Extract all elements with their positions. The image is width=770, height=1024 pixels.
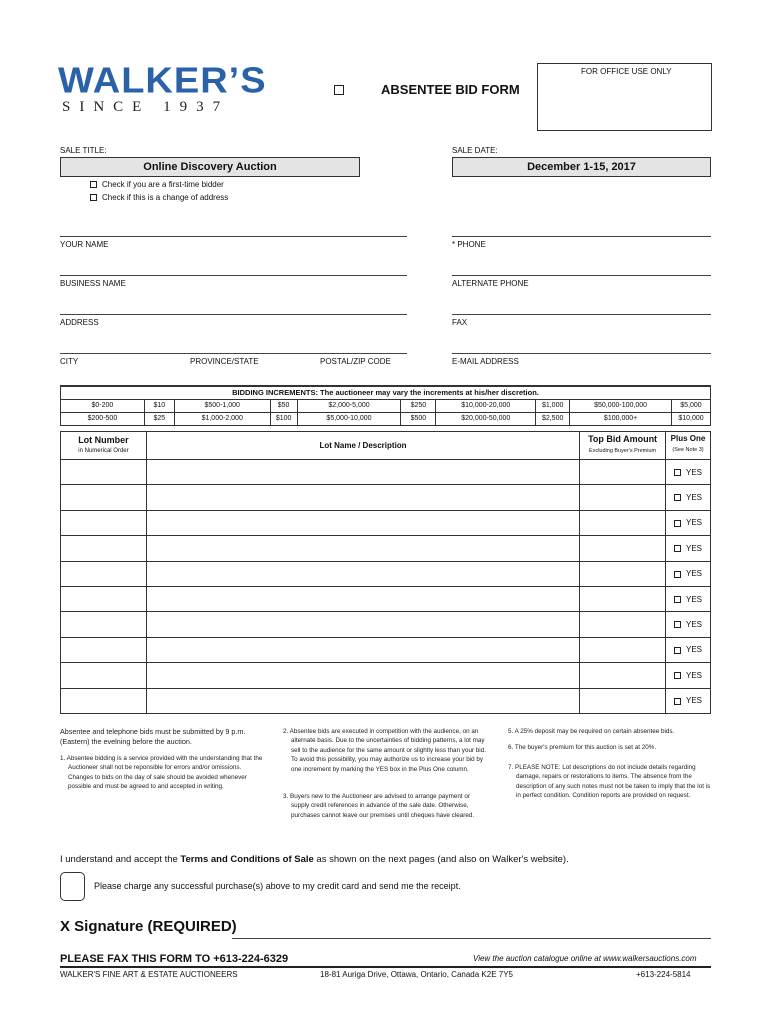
- plus-one-header: [666, 432, 711, 460]
- yes-label: YES: [686, 518, 703, 528]
- description-cell[interactable]: [146, 485, 579, 510]
- phone-line[interactable]: [452, 236, 711, 237]
- lot-row: [61, 536, 711, 561]
- plus-one-title: Plus One: [670, 434, 706, 443]
- bid-cell[interactable]: [580, 688, 666, 713]
- lot-number-cell[interactable]: [61, 663, 147, 688]
- lot-number-header: [61, 432, 147, 460]
- increments-row: [61, 399, 711, 412]
- description-cell[interactable]: [146, 612, 579, 637]
- checkbox-icon[interactable]: [90, 194, 97, 201]
- lot-number-cell[interactable]: [61, 637, 147, 662]
- note-1: 1. Absentee bidding is a service provided with the understanding that the Auctioneer shall not be reponsible for errors and/or omissions. Changes to bids on the day of sale should be avoided whenever possible and must be agreed to and accepted in writing.: [60, 755, 263, 791]
- checkbox-icon[interactable]: [674, 571, 681, 578]
- business-name-label: BUSINESS NAME: [60, 279, 126, 288]
- sale-title-value: Online Discovery Auction: [60, 157, 360, 177]
- inc-cell: $1,000: [536, 399, 570, 412]
- address-label: ADDRESS: [60, 318, 99, 327]
- bid-cell[interactable]: [580, 586, 666, 611]
- plus-one-cell[interactable]: [666, 485, 711, 510]
- checkbox-icon[interactable]: [674, 469, 681, 476]
- your-name-line[interactable]: [60, 236, 407, 237]
- note-6: 6. The buyer's premium for this auction is set at 20%.: [508, 744, 657, 751]
- checkbox-icon[interactable]: [674, 596, 681, 603]
- inc-cell: $1,000-2,000: [174, 412, 270, 425]
- lot-number-sub: in Numerical Order: [78, 448, 129, 454]
- first-time-label: Check if you are a first-time bidder: [102, 180, 224, 189]
- bid-sub: Excluding Buyer's Premium: [589, 448, 657, 454]
- plus-one-cell[interactable]: [666, 536, 711, 561]
- note-7: 7. PLEASE NOTE: Lot descriptions do not include details regarding damage, repairs or restorations to items. The absence from the description of any such notes must not be taken to imply that the lot is in perfect condition. Condition reports are provided on request.: [508, 764, 711, 800]
- inc-cell: $10,000: [671, 412, 710, 425]
- bid-cell[interactable]: [580, 612, 666, 637]
- terms-link[interactable]: Terms and Conditions of Sale: [180, 854, 314, 865]
- company-name: WALKER'S FINE ART & ESTATE AUCTIONEERS: [60, 970, 238, 979]
- plus-one-cell[interactable]: [666, 612, 711, 637]
- city-line[interactable]: [60, 353, 407, 354]
- lot-row: [61, 663, 711, 688]
- description-cell[interactable]: [146, 688, 579, 713]
- footer-rule: [60, 966, 711, 968]
- your-name-label: YOUR NAME: [60, 240, 109, 249]
- inc-cell: $20,000-50,000: [436, 412, 536, 425]
- bid-title: Top Bid Amount: [588, 434, 658, 444]
- lot-number-cell[interactable]: [61, 688, 147, 713]
- plus-one-sub: (See Note 3): [672, 447, 704, 453]
- bid-cell[interactable]: [580, 510, 666, 535]
- email-label: E-MAIL ADDRESS: [452, 357, 519, 366]
- note-2: 2. Absentee bids are executed in competition with the audience, on an alternate basis. Due to the uncertainties of bidding patterns, a lot may sell to the audience for the same amount or slightly less than your bid. To avoid this possibility, you may authorize us to increase your bid by one increment by marking the YES box in the Plus One column.: [283, 728, 486, 773]
- terms-prefix: I understand and accept the: [60, 854, 181, 865]
- address-change-label: Check if this is a change of address: [102, 193, 229, 202]
- lot-number-cell[interactable]: [61, 510, 147, 535]
- checkbox-icon[interactable]: [674, 698, 681, 705]
- lot-number-cell[interactable]: [61, 561, 147, 586]
- checkbox-icon[interactable]: [674, 672, 681, 679]
- logo-since: SINCE 1937: [62, 99, 230, 115]
- checkbox-icon[interactable]: [90, 181, 97, 188]
- fax-label: FAX: [452, 318, 468, 327]
- alternate-phone-line[interactable]: [452, 275, 711, 276]
- lots-table: [60, 431, 711, 714]
- lot-number-cell[interactable]: [61, 586, 147, 611]
- checkbox-icon[interactable]: [674, 545, 681, 552]
- inc-cell: $500-1,000: [174, 399, 270, 412]
- address-line[interactable]: [60, 314, 407, 315]
- bid-cell[interactable]: [580, 460, 666, 485]
- description-cell[interactable]: [146, 536, 579, 561]
- description-cell[interactable]: [146, 561, 579, 586]
- first-time-check[interactable]: [90, 180, 224, 189]
- inc-cell: $50: [270, 399, 297, 412]
- plus-one-cell[interactable]: [666, 663, 711, 688]
- alternate-phone-label: ALTERNATE PHONE: [452, 279, 529, 288]
- inc-cell: $2,000-5,000: [297, 399, 401, 412]
- lots-header-row: [61, 432, 711, 460]
- address-change-check[interactable]: [90, 193, 228, 202]
- yes-label: YES: [686, 594, 703, 604]
- credit-card-checkbox[interactable]: [60, 872, 85, 901]
- plus-one-cell[interactable]: [666, 586, 711, 611]
- company-address: 18-81 Auriga Drive, Ottawa, Ontario, Canada K2E 7Y5: [320, 970, 513, 979]
- inc-cell: $100,000+: [570, 412, 672, 425]
- bid-cell[interactable]: [580, 663, 666, 688]
- checkbox-icon[interactable]: [674, 494, 681, 501]
- lot-number-cell[interactable]: [61, 460, 147, 485]
- inc-cell: $500: [401, 412, 436, 425]
- description-cell[interactable]: [146, 637, 579, 662]
- email-line[interactable]: [452, 353, 711, 354]
- inc-cell: $5,000-10,000: [297, 412, 401, 425]
- inc-cell: $100: [270, 412, 297, 425]
- bid-cell[interactable]: [580, 637, 666, 662]
- catalogue-link[interactable]: View the auction catalogue online at www.walkersauctions.com: [473, 954, 697, 963]
- yes-label: YES: [686, 467, 703, 477]
- inc-cell: $2,500: [536, 412, 570, 425]
- inc-cell: $0-200: [61, 399, 145, 412]
- note-5: 5. A 25% deposit may be required on certain absentee bids.: [508, 728, 675, 735]
- charge-text: Please charge any successful purchase(s) above to my credit card and send me the receipt.: [94, 881, 461, 891]
- plus-one-cell[interactable]: [666, 561, 711, 586]
- bid-cell[interactable]: [580, 561, 666, 586]
- increments-header: BIDDING INCREMENTS: The auctioneer may vary the increments at his/her discretion.: [61, 386, 711, 399]
- yes-label: YES: [686, 670, 703, 680]
- lot-row: [61, 688, 711, 713]
- lot-number-cell[interactable]: [61, 536, 147, 561]
- company-phone: +613-224-5814: [636, 970, 691, 979]
- yes-label: YES: [686, 493, 703, 503]
- province-label: PROVINCE/STATE: [190, 357, 259, 366]
- increments-row: [61, 412, 711, 425]
- bid-header: [580, 432, 666, 460]
- inc-cell: $250: [401, 399, 436, 412]
- inc-cell: $5,000: [671, 399, 710, 412]
- lot-number-cell[interactable]: [61, 485, 147, 510]
- office-use-box: [537, 63, 712, 131]
- notes-intro: Absentee and telephone bids must be submitted by 9 p.m. (Eastern) the evelning before the auction.: [60, 727, 246, 746]
- lot-row: [61, 485, 711, 510]
- terms-statement: [60, 854, 569, 865]
- postal-label: POSTAL/ZIP CODE: [320, 357, 391, 366]
- signature-line[interactable]: [232, 938, 711, 939]
- note-3: 3. Buyers new to the Auctioneer are advised to arrange payment or supply credit references in advance of the sale date. Otherwise, purchases cannot leave our premises until cheques have cleared.: [283, 793, 475, 819]
- plus-one-cell[interactable]: [666, 637, 711, 662]
- inc-cell: $200-500: [61, 412, 145, 425]
- fax-instruction: PLEASE FAX THIS FORM TO +613-224-6329: [60, 953, 289, 965]
- sale-date-label: SALE DATE:: [452, 146, 498, 155]
- form-title: ABSENTEE BID FORM: [381, 82, 520, 97]
- description-cell[interactable]: [146, 586, 579, 611]
- description-cell[interactable]: [146, 460, 579, 485]
- bid-cell[interactable]: [580, 536, 666, 561]
- lot-row: [61, 586, 711, 611]
- business-name-line[interactable]: [60, 275, 407, 276]
- bidding-increments-table: [60, 385, 711, 426]
- phone-label: * PHONE: [452, 240, 486, 249]
- sale-date-value: December 1-15, 2017: [452, 157, 711, 177]
- form-checkbox-icon: [334, 85, 344, 95]
- description-header: Lot Name / Description: [146, 432, 579, 460]
- logo-wordmark: WALKER’S: [58, 61, 267, 101]
- lot-row: [61, 612, 711, 637]
- inc-cell: $10,000-20,000: [436, 399, 536, 412]
- lot-number-cell[interactable]: [61, 612, 147, 637]
- checkbox-icon[interactable]: [674, 520, 681, 527]
- lot-number-title: Lot Number: [78, 435, 129, 445]
- yes-label: YES: [686, 620, 703, 630]
- lot-row: [61, 637, 711, 662]
- plus-one-cell[interactable]: [666, 460, 711, 485]
- yes-label: YES: [686, 696, 703, 706]
- inc-cell: $10: [144, 399, 174, 412]
- lot-row: [61, 460, 711, 485]
- description-cell[interactable]: [146, 510, 579, 535]
- description-cell[interactable]: [146, 663, 579, 688]
- yes-label: YES: [686, 569, 703, 579]
- bid-cell[interactable]: [580, 485, 666, 510]
- yes-label: YES: [686, 645, 703, 655]
- checkbox-icon[interactable]: [674, 621, 681, 628]
- city-label: CITY: [60, 357, 79, 366]
- inc-cell: $25: [144, 412, 174, 425]
- inc-cell: $50,000-100,000: [570, 399, 672, 412]
- terms-suffix: as shown on the next pages (and also on Walker's website).: [313, 854, 569, 865]
- checkbox-icon[interactable]: [674, 647, 681, 654]
- sale-title-label: SALE TITLE:: [60, 146, 107, 155]
- office-use-label: FOR OFFICE USE ONLY: [581, 67, 672, 76]
- yes-label: YES: [686, 543, 703, 553]
- lot-row: [61, 561, 711, 586]
- lot-row: [61, 510, 711, 535]
- fax-line[interactable]: [452, 314, 711, 315]
- signature-label: X Signature (REQUIRED): [60, 918, 237, 935]
- plus-one-cell[interactable]: [666, 688, 711, 713]
- plus-one-cell[interactable]: [666, 510, 711, 535]
